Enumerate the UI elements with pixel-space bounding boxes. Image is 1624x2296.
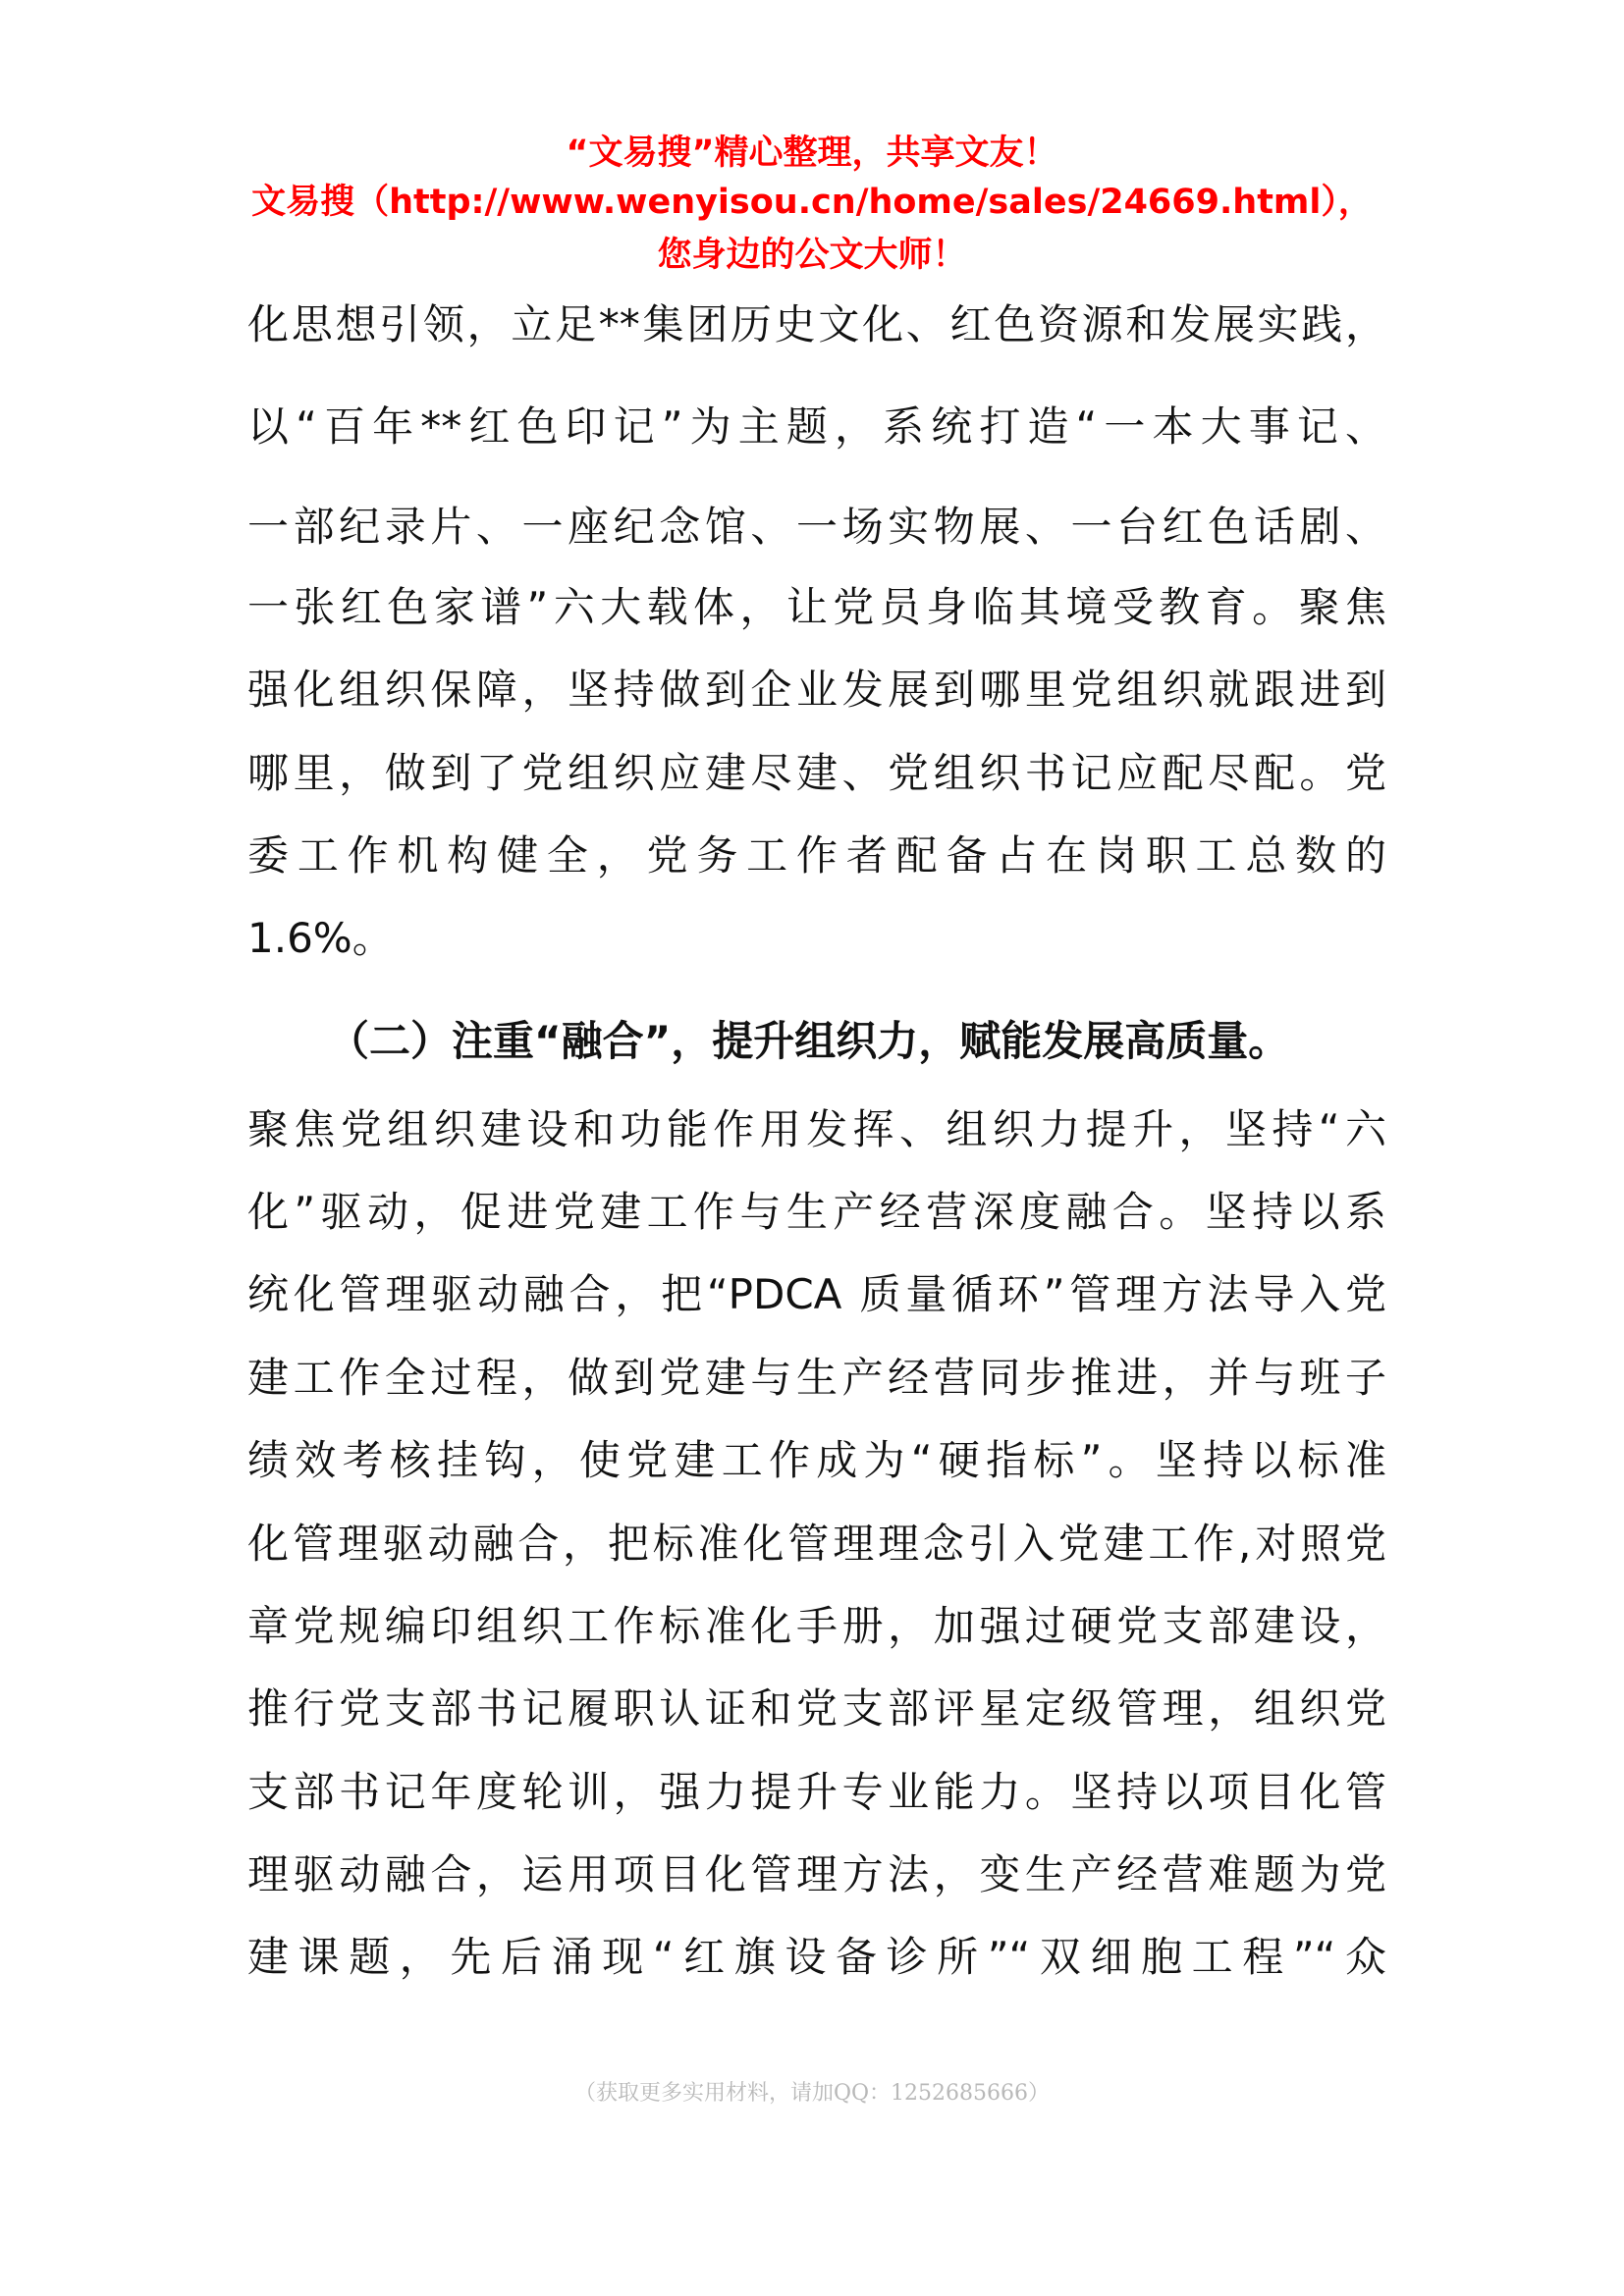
paragraph-line: 统化管理驱动融合，把“PDCA 质量循环”管理方法导入党 <box>247 1270 1386 1318</box>
paragraph-line: 一张红色家谱”六大载体，让党员身临其境受教育。聚焦 <box>247 583 1386 631</box>
paragraph-line: 绩效考核挂钩，使党建工作成为“硬指标”。坚持以标准 <box>247 1436 1386 1484</box>
paragraph-line: 化”驱动，促进党建工作与生产经营深度融合。坚持以系 <box>247 1188 1386 1236</box>
paragraph-line: 推行党支部书记履职认证和党支部评星定级管理，组织党 <box>247 1684 1386 1733</box>
paragraph-line: 建课题，先后涌现“红旗设备诊所”“双细胞工程”“众 <box>247 1933 1386 1981</box>
paragraph-line: 以“百年**红色印记”为主题，系统打造“一本大事记、 <box>247 402 1386 451</box>
paragraph-line: 章党规编印组织工作标准化手册，加强过硬党支部建设， <box>247 1602 1386 1650</box>
paragraph-line: 支部书记年度轮训，强力提升专业能力。坚持以项目化管 <box>247 1768 1386 1816</box>
footer-note: （获取更多实用材料，请加QQ：1252685666） <box>573 2081 1051 2106</box>
paragraph-line: 一部纪录片、一座纪念馆、一场实物展、一台红色话剧、 <box>247 503 1386 551</box>
paragraph-line: 化思想引领，立足**集团历史文化、红色资源和发展实践， <box>247 300 1386 348</box>
header-slogan: “文易搜”精心整理，共享文友！ <box>566 133 1058 173</box>
paragraph-line: 理驱动融合，运用项目化管理方法，变生产经营难题为党 <box>247 1850 1386 1898</box>
section-heading: （二）注重“融合”，提升组织力，赋能发展高质量。 <box>328 1017 1290 1065</box>
header-source-link[interactable]: 文易搜（http://www.wenyisou.cn/home/sales/24669.html）， <box>251 183 1373 222</box>
paragraph-line: 建工作全过程，做到党建与生产经营同步推进，并与班子 <box>247 1354 1386 1402</box>
paragraph-line: 委工作机构健全，党务工作者配备占在岗职工总数的 <box>247 831 1386 880</box>
paragraph-line: 聚焦党组织建设和功能作用发挥、组织力提升，坚持“六 <box>247 1105 1386 1153</box>
paragraph-line: 哪里，做到了党组织应建尽建、党组织书记应配尽配。党 <box>247 749 1386 797</box>
paragraph-line: 强化组织保障，坚持做到企业发展到哪里党组织就跟进到 <box>247 666 1386 714</box>
paragraph-line: 1.6%。 <box>247 914 394 962</box>
header-tagline: 您身边的公文大师！ <box>657 236 967 275</box>
paragraph-line: 化管理驱动融合，把标准化管理理念引入党建工作,对照党 <box>247 1520 1386 1568</box>
